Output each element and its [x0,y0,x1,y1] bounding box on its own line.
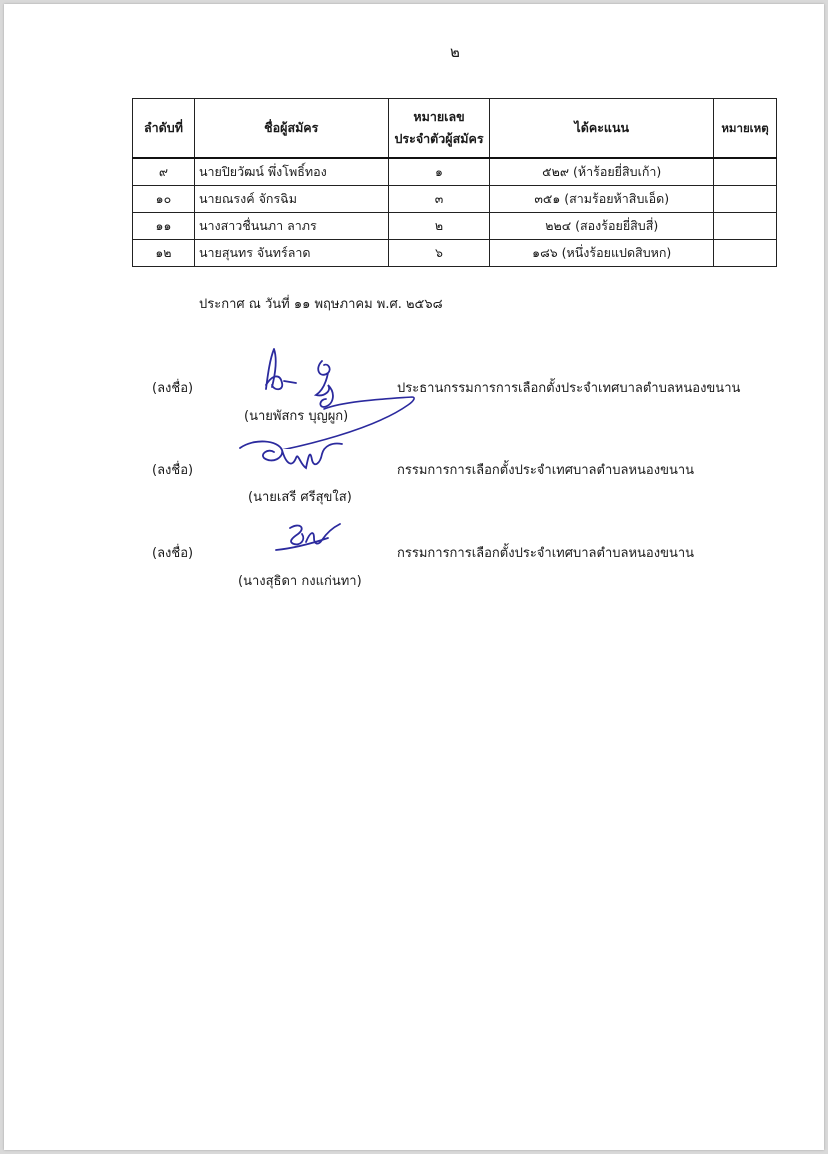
table-row [133,186,777,213]
cell-number: ๓ [388,186,490,213]
cell-number: ๒ [388,213,490,240]
sign-title: กรรมการการเลือกตั้งประจำเทศบาลตำบลหนองขนาน [397,463,695,478]
document-page [4,4,824,1150]
cell-order: ๙ [133,158,195,186]
cell-order: ๑๒ [133,240,195,267]
handwritten-signature-member-1 [234,434,354,474]
sign-title: กรรมการการเลือกตั้งประจำเทศบาลตำบลหนองขนาน [397,546,695,561]
table-row [133,213,777,240]
page-number: ๒ [450,43,460,61]
header-number [388,99,490,159]
signer-name: (นายเสรี ศรีสุขใส) [248,490,352,505]
cell-score: ๓๕๑ (สามร้อยห้าสิบเอ็ด) [490,186,714,213]
header-remark: หมายเหตุ [714,99,777,159]
header-order: ลำดับที่ [133,99,195,159]
header-number-line1: หมายเลข [413,109,465,124]
cell-number: ๖ [388,240,490,267]
cell-name: นายปิยวัฒน์ พึ่งโพธิ์ทอง [194,158,388,186]
cell-name: นายสุนทร จันทร์ลาด [194,240,388,267]
signer-name: (นายพัสกร บุญผูก) [244,409,349,424]
signature-block-member-1 [4,428,824,508]
sign-prefix: (ลงชื่อ) [152,463,194,478]
header-score: ได้คะแนน [490,99,714,159]
cell-remark [714,240,777,267]
cell-remark [714,213,777,240]
sign-title: ประธานกรรมการการเลือกตั้งประจำเทศบาลตำบลหนองขนาน [397,381,741,396]
cell-order: ๑๐ [133,186,195,213]
table-row [133,240,777,267]
table-row [133,158,777,186]
cell-remark [714,158,777,186]
handwritten-signature-member-2 [266,520,356,560]
header-number-line2: ประจำตัวผู้สมัคร [394,131,484,146]
cell-score: ๒๒๔ (สองร้อยยี่สิบสี่) [490,213,714,240]
signer-name: (นางสุธิดา กงแก่นทา) [238,574,362,589]
sign-prefix: (ลงชื่อ) [152,546,194,561]
announcement-date: ประกาศ ณ วันที่ ๑๑ พฤษภาคม พ.ศ. ๒๕๖๘ [199,297,443,312]
signature-block-member-2 [4,516,824,596]
cell-name: นางสาวชื่นนภา ลาภร [194,213,388,240]
cell-score: ๕๒๙ (ห้าร้อยยี่สิบเก้า) [490,158,714,186]
signature-block-chairman [4,339,824,424]
cell-remark [714,186,777,213]
sign-prefix: (ลงชื่อ) [152,381,194,396]
cell-order: ๑๑ [133,213,195,240]
results-table [132,98,777,267]
cell-name: นายณรงค์ จักรฉิม [194,186,388,213]
cell-number: ๑ [388,158,490,186]
cell-score: ๑๘๖ (หนึ่งร้อยแปดสิบหก) [490,240,714,267]
table-header-row [133,99,777,159]
header-name: ชื่อผู้สมัคร [194,99,388,159]
